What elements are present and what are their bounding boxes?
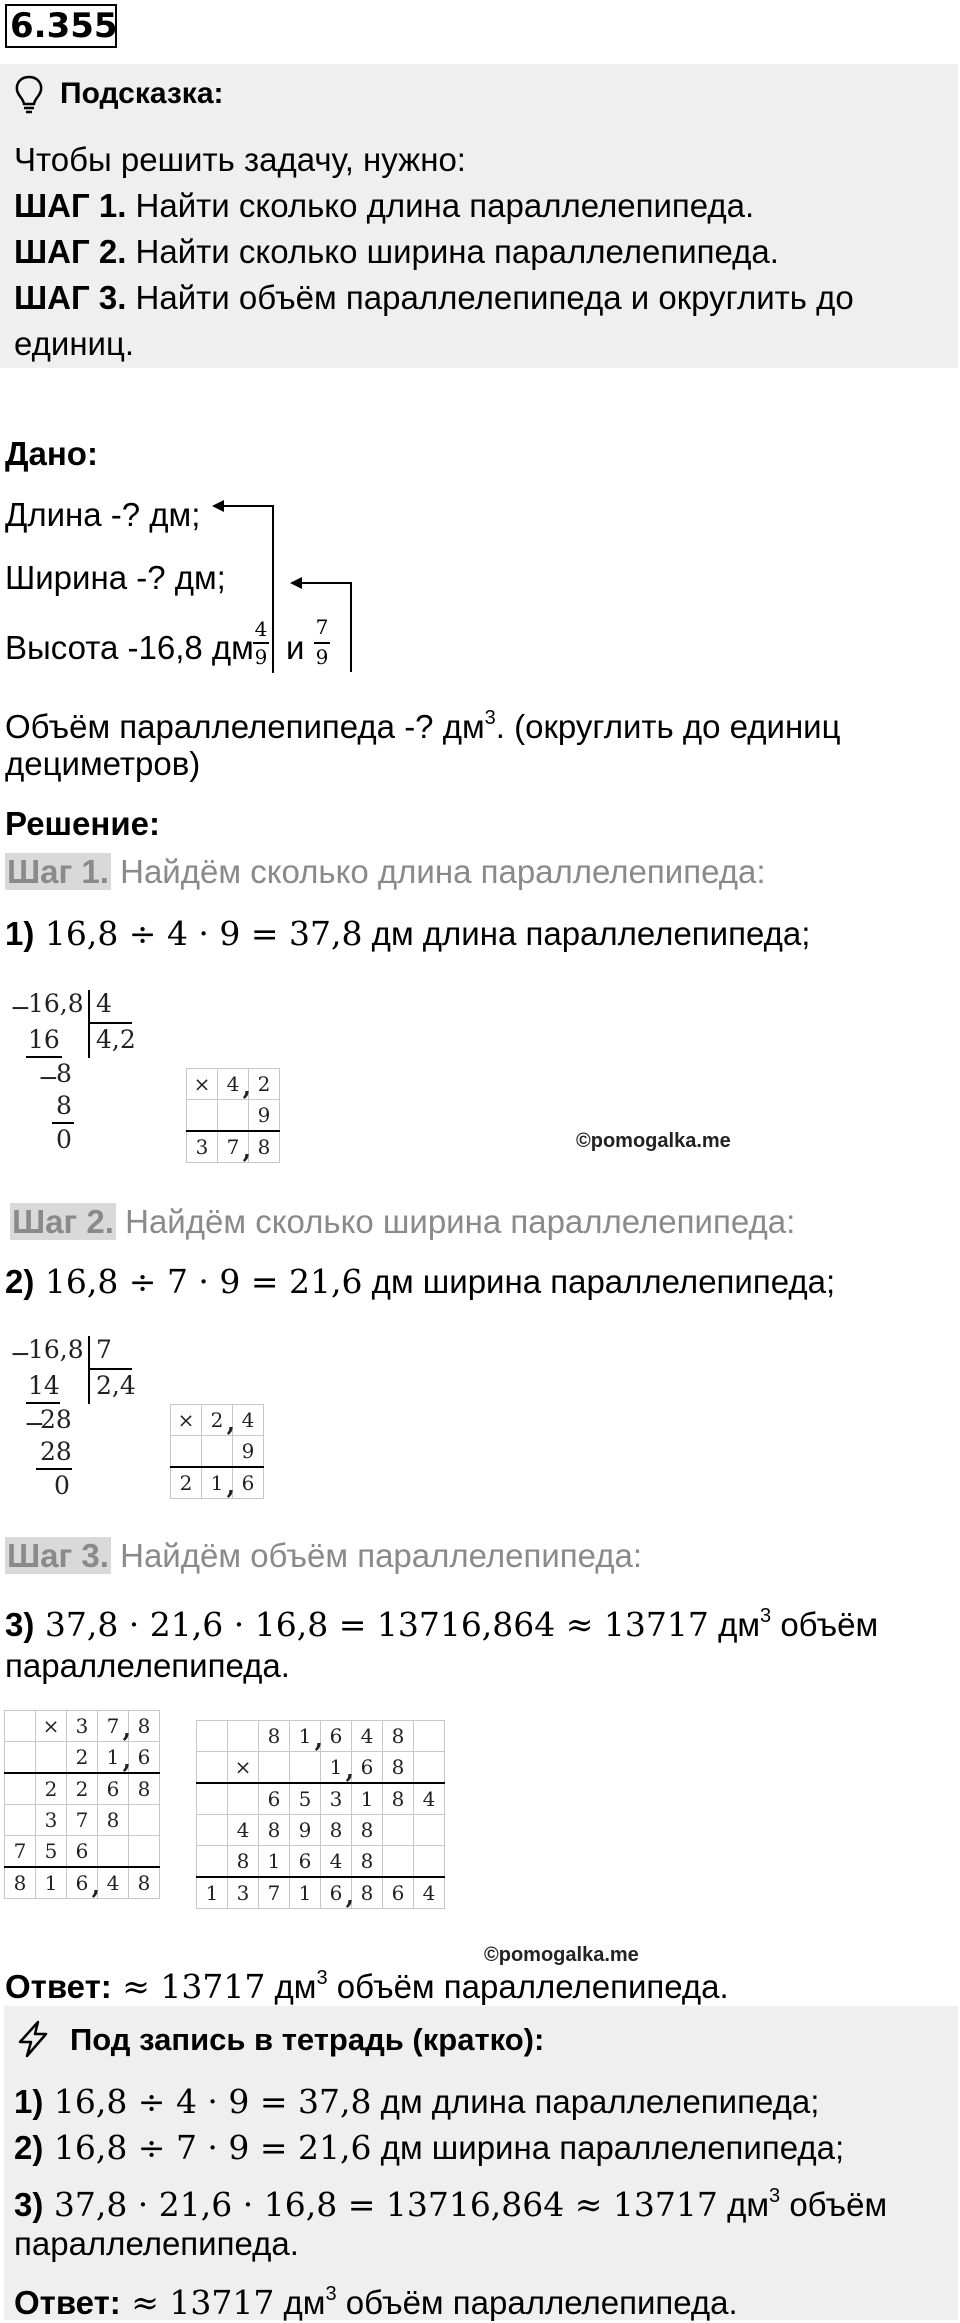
div1-line1: [26, 1056, 62, 1058]
short-line-3-cont: параллелепипеда.: [14, 2225, 299, 2262]
grid-cell: 8: [352, 1846, 383, 1878]
grid-cell: 6: [129, 1742, 160, 1774]
grid-cell: [228, 1783, 259, 1815]
given-and: и: [286, 629, 305, 666]
div1-line2: [52, 1122, 74, 1124]
grid-cell: [5, 1805, 36, 1836]
grid-row: [197, 1783, 445, 1815]
grid-cell: [36, 1742, 67, 1774]
watermark: ©pomogalka.me: [484, 1944, 639, 1966]
div2-rem1: 28: [40, 1405, 72, 1434]
div2-quotient: 2,4: [96, 1371, 136, 1400]
given-title: Дано:: [5, 435, 98, 472]
fraction-2-bar: [314, 642, 330, 644]
grid-cell: [218, 1100, 249, 1132]
grid-cell: [383, 1815, 414, 1846]
grid-cell: 7 ,: [98, 1711, 129, 1742]
grid-cell: 4: [414, 1877, 445, 1909]
short-line-1: 1) 16,8 ÷ 4 · 9 = 37,8 дм длина параллелепипеда;: [14, 2082, 820, 2121]
grid-row: [5, 1867, 160, 1899]
div1-sub2: 8: [56, 1091, 72, 1120]
grid-cell: 1: [259, 1846, 290, 1878]
div2-sub1: 14: [28, 1371, 60, 1400]
bracket-line-width: [350, 582, 352, 672]
grid-cell: 8: [321, 1815, 352, 1846]
grid-cell: [414, 1752, 445, 1784]
grid-cell: 4: [414, 1783, 445, 1815]
grid-cell: 8: [383, 1783, 414, 1815]
grid-cell: 9: [290, 1815, 321, 1846]
grid-cell: 5: [36, 1836, 67, 1868]
multiplication-grid-4: [196, 1720, 445, 1909]
grid-cell: 6: [321, 1721, 352, 1752]
hint-step-1: ШАГ 1. Найти сколько длина параллелепипеда.: [14, 187, 755, 224]
grid-row: [197, 1721, 445, 1752]
solution-line-1: 1) 16,8 ÷ 4 · 9 = 37,8 дм длина параллелепипеда;: [5, 914, 811, 953]
grid-row: [197, 1815, 445, 1846]
grid-cell: 2: [249, 1069, 280, 1100]
hint-intro: Чтобы решить задачу, нужно:: [14, 141, 466, 178]
given-volume-cont: дециметров): [5, 745, 201, 782]
grid-cell: 8: [383, 1721, 414, 1752]
grid-cell: 2: [171, 1467, 202, 1499]
grid-cell: [129, 1836, 160, 1868]
grid-cell: [228, 1721, 259, 1752]
div1-rem1: 8: [56, 1059, 72, 1088]
hint-step-3: ШАГ 3. Найти объём параллелепипеда и округлить до: [14, 279, 854, 316]
grid-row: [187, 1131, 280, 1163]
grid-cell: 4: [321, 1846, 352, 1878]
solution-line-3-cont: параллелепипеда.: [5, 1647, 290, 1684]
grid-cell: [202, 1436, 233, 1468]
grid-row: [187, 1069, 280, 1100]
grid-row: [5, 1836, 160, 1868]
grid-cell: ×: [228, 1752, 259, 1784]
grid-cell: [197, 1752, 228, 1784]
grid-cell: [383, 1846, 414, 1878]
div2-minus: −: [10, 1339, 31, 1368]
multiplication-grid-3: [4, 1710, 160, 1899]
grid-row: [197, 1752, 445, 1784]
solution-step-2: Шаг 2. Найдём сколько ширина параллелепипеда:: [12, 1203, 796, 1240]
grid-cell: [414, 1815, 445, 1846]
grid-cell: [129, 1805, 160, 1836]
grid-cell: 4: [228, 1815, 259, 1846]
grid-cell: 6 ,: [67, 1867, 98, 1899]
given-width: Ширина -? дм;: [5, 559, 226, 596]
grid-cell: 1: [197, 1877, 228, 1909]
multiplication-grid-1: [186, 1068, 280, 1163]
grid-cell: 8: [98, 1805, 129, 1836]
given-height: Высота -16,8 дм: [5, 629, 254, 666]
grid-cell: 1 ,: [202, 1467, 233, 1499]
div1-quotient: 4,2: [96, 1025, 136, 1054]
div1-vertical: [88, 990, 90, 1058]
fraction-1-denominator: 9: [254, 645, 268, 669]
grid-cell: 1: [36, 1867, 67, 1899]
grid-cell: [171, 1436, 202, 1468]
div1-divisor: 4: [96, 989, 112, 1018]
grid-cell: 8: [228, 1846, 259, 1878]
short-line-2: 2) 16,8 ÷ 7 · 9 = 21,6 дм ширина параллелепипеда;: [14, 2128, 845, 2167]
grid-cell: [5, 1773, 36, 1805]
grid-cell: 6: [98, 1773, 129, 1805]
grid-row: [187, 1100, 280, 1132]
solution-line-3: 3) 37,8 · 21,6 · 16,8 = 13716,864 ≈ 13717 $дм^3$ объём: [5, 1605, 879, 1644]
grid-cell: 8: [129, 1867, 160, 1899]
arrow-left-icon: [212, 500, 224, 512]
grid-cell: 9: [233, 1436, 264, 1468]
grid-cell: 6: [233, 1467, 264, 1499]
grid-cell: 6: [383, 1877, 414, 1909]
grid-cell: 3: [36, 1805, 67, 1836]
grid-cell: [197, 1721, 228, 1752]
grid-cell: [197, 1783, 228, 1815]
grid-row: [171, 1405, 264, 1436]
grid-cell: 8: [352, 1815, 383, 1846]
div2-quotient-bar: [88, 1368, 132, 1370]
div2-dividend: 16,8: [28, 1335, 84, 1364]
bracket-line-length: [272, 505, 274, 673]
solution-answer: Ответ: ≈ 13717 $дм^3$ объём параллелепипеда.: [5, 1967, 729, 2006]
grid-cell: 6: [259, 1783, 290, 1815]
div1-minus2: −: [38, 1063, 59, 1092]
grid-cell: [290, 1752, 321, 1784]
fraction-1-numerator: 4: [254, 617, 268, 641]
grid-cell: 3: [228, 1877, 259, 1909]
grid-cell: 1: [352, 1783, 383, 1815]
grid-cell: 2: [67, 1773, 98, 1805]
fraction-1-bar: [253, 642, 269, 644]
hint-step-2: ШАГ 2. Найти сколько ширина параллелепипеда.: [14, 233, 779, 270]
grid-row: [197, 1846, 445, 1878]
div2-minus2: −: [24, 1409, 45, 1438]
div2-line2: [36, 1468, 72, 1470]
grid-cell: 8: [259, 1815, 290, 1846]
grid-cell: 3: [67, 1711, 98, 1742]
grid-cell: ×: [171, 1405, 202, 1436]
grid-cell: 4: [233, 1405, 264, 1436]
grid-cell: 4 ,: [218, 1069, 249, 1100]
div1-quotient-bar: [88, 1022, 132, 1024]
lightbulb-icon: [14, 74, 44, 114]
grid-cell: 1 ,: [321, 1752, 352, 1784]
grid-cell: [259, 1752, 290, 1784]
grid-cell: 7: [5, 1836, 36, 1868]
grid-cell: 6: [67, 1836, 98, 1868]
exercise-number: 6.355: [10, 6, 118, 46]
grid-cell: [197, 1846, 228, 1878]
given-volume: Объём параллелепипеда -? $дм^3$. (округлить до единиц: [5, 707, 841, 745]
solution-line-2: 2) 16,8 ÷ 7 · 9 = 21,6 дм ширина параллелепипеда;: [5, 1262, 836, 1301]
grid-cell: 6: [352, 1752, 383, 1784]
grid-row: [5, 1805, 160, 1836]
grid-cell: [197, 1815, 228, 1846]
short-notes-title: Под запись в тетрадь (кратко):: [70, 2022, 545, 2057]
grid-cell: 1 ,: [98, 1742, 129, 1774]
grid-cell: [5, 1711, 36, 1742]
div1-minus: −: [10, 993, 31, 1022]
grid-cell: 4: [352, 1721, 383, 1752]
arrow-left-icon: [290, 577, 302, 589]
grid-row: [171, 1467, 264, 1499]
div2-sub2: 28: [40, 1437, 72, 1466]
grid-cell: 8: [352, 1877, 383, 1909]
arrow-shaft-length: [222, 505, 272, 507]
watermark: ©pomogalka.me: [576, 1130, 731, 1152]
grid-cell: 8: [129, 1711, 160, 1742]
div2-rem2: 0: [54, 1471, 70, 1500]
div2-line1: [26, 1402, 60, 1404]
solution-step-1: Шаг 1. Найдём сколько длина параллелепипеда:: [7, 853, 766, 890]
grid-row: [197, 1877, 445, 1909]
arrow-shaft-width: [300, 582, 350, 584]
solution-step-3: Шаг 3. Найдём объём параллелепипеда:: [7, 1537, 643, 1574]
grid-cell: 8: [259, 1721, 290, 1752]
grid-cell: 7: [67, 1805, 98, 1836]
grid-row: [5, 1742, 160, 1774]
grid-cell: 6: [290, 1846, 321, 1878]
grid-cell: 7 ,: [218, 1131, 249, 1163]
grid-cell: 2: [67, 1742, 98, 1774]
multiplication-grid-2: [170, 1404, 264, 1499]
grid-cell: 9: [249, 1100, 280, 1132]
grid-cell: 1 ,: [290, 1721, 321, 1752]
lightning-icon: [16, 2020, 50, 2058]
grid-row: [5, 1711, 160, 1742]
grid-cell: 3: [321, 1783, 352, 1815]
grid-cell: 8: [249, 1131, 280, 1163]
fraction-2-numerator: 7: [315, 615, 329, 639]
hint-title: Подсказка:: [60, 77, 224, 110]
grid-cell: ×: [187, 1069, 218, 1100]
grid-cell: 3: [187, 1131, 218, 1163]
grid-cell: 4: [98, 1867, 129, 1899]
grid-cell: 1: [290, 1877, 321, 1909]
grid-cell: [414, 1846, 445, 1878]
grid-cell: 8: [129, 1773, 160, 1805]
grid-cell: [98, 1836, 129, 1868]
div2-vertical: [88, 1336, 90, 1404]
fraction-2-denominator: 9: [315, 645, 329, 669]
div1-dividend: 16,8: [28, 989, 84, 1018]
short-answer: Ответ: ≈ 13717 $дм^3$ объём параллелепипеда.: [14, 2283, 738, 2322]
grid-cell: 2: [36, 1773, 67, 1805]
grid-cell: 7: [259, 1877, 290, 1909]
grid-cell: 5: [290, 1783, 321, 1815]
grid-cell: [187, 1100, 218, 1132]
grid-cell: 8: [5, 1867, 36, 1899]
grid-cell: 8: [383, 1752, 414, 1784]
div1-sub1: 16: [28, 1025, 60, 1054]
grid-cell: [414, 1721, 445, 1752]
div2-divisor: 7: [96, 1335, 112, 1364]
grid-cell: ×: [36, 1711, 67, 1742]
grid-row: [5, 1773, 160, 1805]
grid-cell: 2 ,: [202, 1405, 233, 1436]
hint-step-3-cont: единиц.: [14, 325, 135, 362]
given-length: Длина -? дм;: [5, 496, 201, 533]
grid-row: [171, 1436, 264, 1468]
div1-rem2: 0: [56, 1125, 72, 1154]
solution-title: Решение:: [5, 805, 160, 842]
grid-cell: [5, 1742, 36, 1774]
grid-cell: 6 ,: [321, 1877, 352, 1909]
short-line-3: 3) 37,8 · 21,6 · 16,8 = 13716,864 ≈ 13717 $дм^3$ объём: [14, 2185, 888, 2224]
